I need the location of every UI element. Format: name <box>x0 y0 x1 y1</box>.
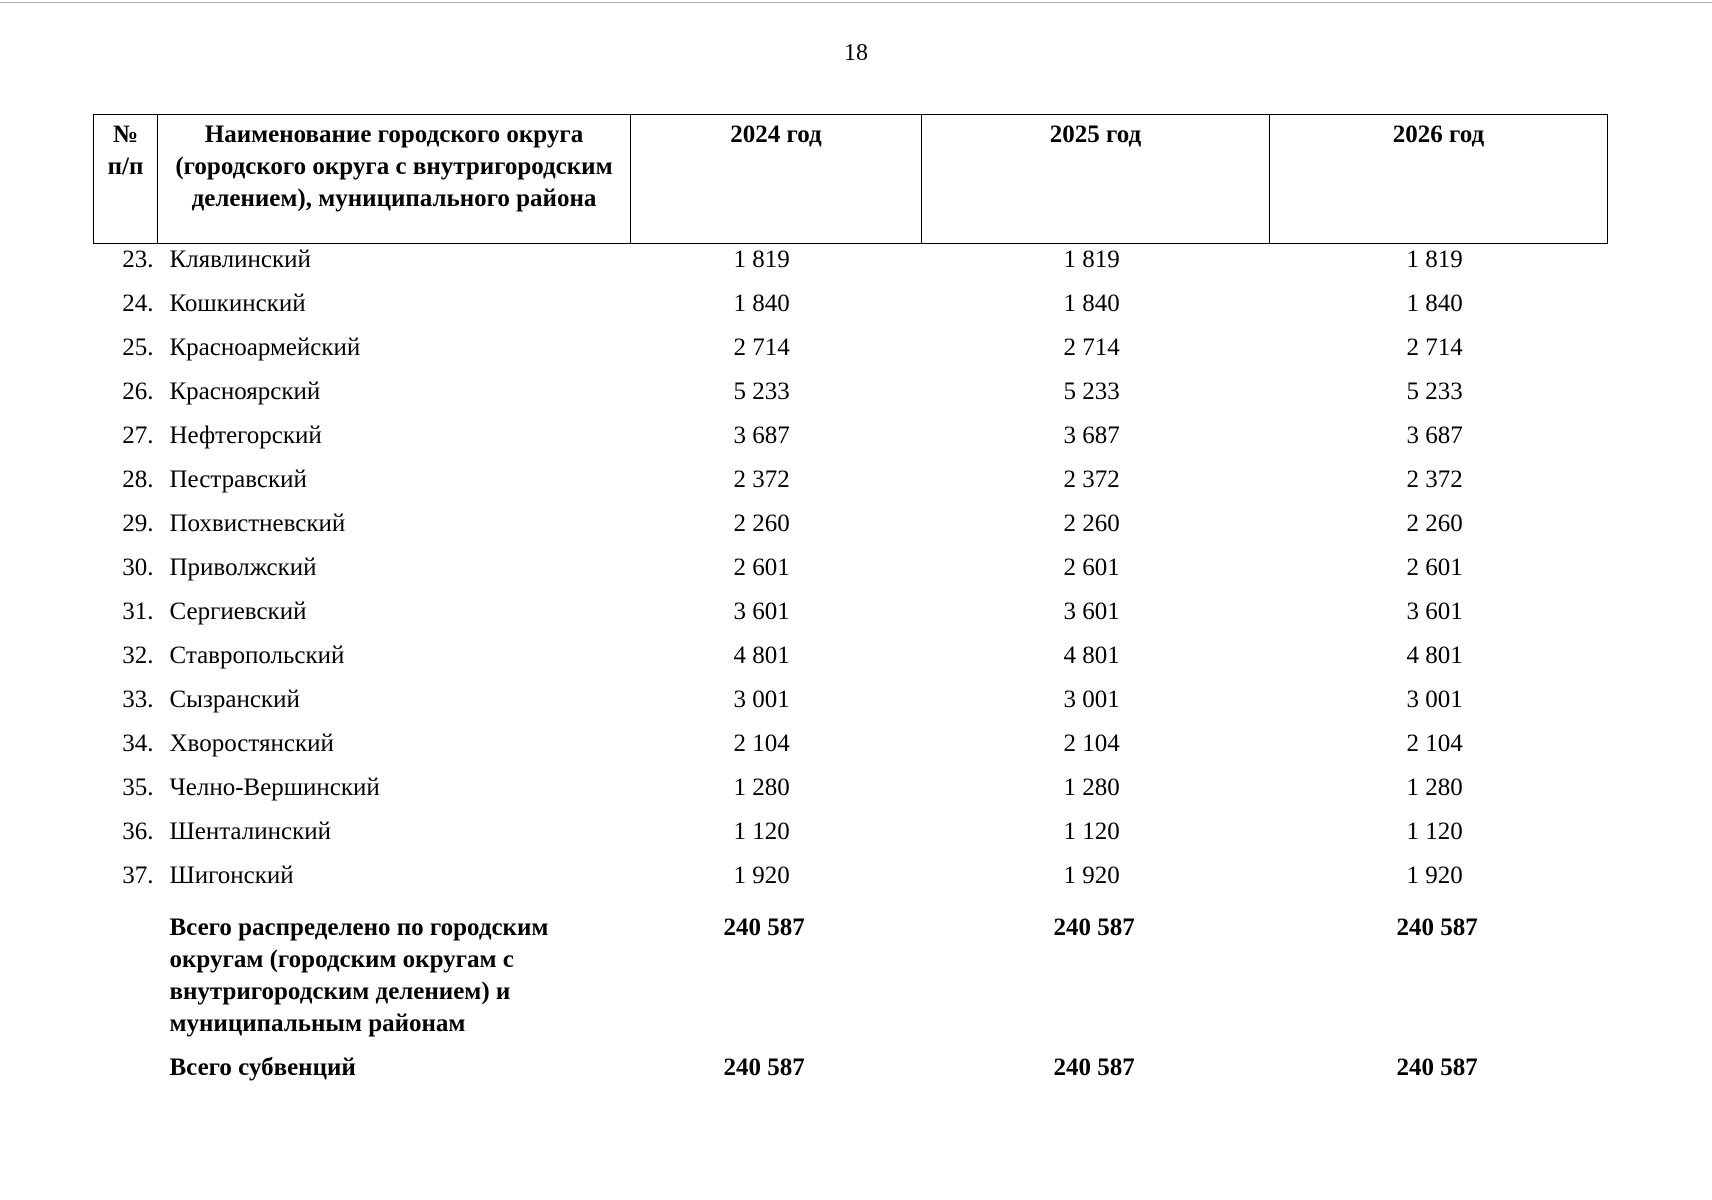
table-body <box>94 244 1608 1093</box>
row-value-2024: 1 120 <box>733 818 790 845</box>
table-row <box>94 376 1608 420</box>
row-value-2024: 3 001 <box>733 686 790 713</box>
row-number: 28. <box>122 466 154 493</box>
row-number: 30. <box>122 554 154 581</box>
row-value-2025: 4 801 <box>1063 642 1120 669</box>
row-value-2026: 3 601 <box>1406 598 1463 625</box>
table-row <box>94 244 1608 289</box>
row-name: Нефтегорский <box>169 422 322 449</box>
row-name: Сызранский <box>169 686 300 713</box>
row-name: Красноярский <box>169 378 321 405</box>
table-row <box>94 552 1608 596</box>
header-name: Наименование городского округа (городского округа с внутригородским делением), муниципального района <box>158 115 631 244</box>
row-value-2026: 5 233 <box>1406 378 1463 405</box>
row-value-2024: 4 801 <box>733 642 790 669</box>
row-name: Красноармейский <box>169 334 361 361</box>
row-value-2025: 2 714 <box>1063 334 1120 361</box>
row-number: 26. <box>122 378 154 405</box>
row-number: 34. <box>122 730 154 757</box>
row-name: Кошкинский <box>169 290 306 317</box>
table-row <box>94 464 1608 508</box>
row-value-2026: 3 687 <box>1406 422 1463 449</box>
row-value-2024: 2 601 <box>733 554 790 581</box>
row-value-2024: 2 372 <box>733 466 790 493</box>
table-row <box>94 816 1608 860</box>
row-value-2024: 1 819 <box>733 246 790 273</box>
row-value-2025: 2 372 <box>1063 466 1120 493</box>
row-number: 25. <box>122 334 154 361</box>
row-number: 37. <box>122 862 154 889</box>
total-distributed-2024: 240 587 <box>723 914 805 941</box>
row-value-2024: 1 280 <box>733 774 790 801</box>
row-name: Шигонский <box>169 862 294 889</box>
subsidy-table <box>93 114 1608 1092</box>
row-number: 24. <box>122 290 154 317</box>
table-row <box>94 332 1608 376</box>
row-value-2026: 2 104 <box>1406 730 1463 757</box>
row-value-2025: 1 280 <box>1063 774 1120 801</box>
table-row <box>94 640 1608 684</box>
row-value-2025: 3 001 <box>1063 686 1120 713</box>
row-number: 27. <box>122 422 154 449</box>
row-name: Приволжский <box>169 554 317 581</box>
row-value-2025: 1 840 <box>1063 290 1120 317</box>
row-value-2025: 3 687 <box>1063 422 1120 449</box>
row-number: 29. <box>122 510 154 537</box>
row-number: 35. <box>122 774 154 801</box>
total-subventions-2024: 240 587 <box>723 1054 805 1081</box>
row-value-2025: 2 104 <box>1063 730 1120 757</box>
row-value-2024: 1 840 <box>733 290 790 317</box>
total-subventions-row <box>94 1046 1608 1092</box>
empty-cell <box>94 1046 158 1092</box>
row-value-2025: 5 233 <box>1063 378 1120 405</box>
row-value-2024: 3 601 <box>733 598 790 625</box>
row-value-2026: 1 280 <box>1406 774 1463 801</box>
row-name: Челно-Вершинский <box>169 774 380 801</box>
header-year-2025: 2025 год <box>922 115 1270 244</box>
table-row <box>94 860 1608 904</box>
row-value-2024: 2 260 <box>733 510 790 537</box>
row-value-2024: 2 714 <box>733 334 790 361</box>
row-value-2025: 1 120 <box>1063 818 1120 845</box>
row-name: Похвистневский <box>169 510 346 537</box>
row-value-2025: 2 260 <box>1063 510 1120 537</box>
row-name: Клявлинский <box>169 246 311 273</box>
total-distributed-2025: 240 587 <box>1053 914 1135 941</box>
row-value-2025: 3 601 <box>1063 598 1120 625</box>
row-value-2026: 1 920 <box>1406 862 1463 889</box>
total-distributed-2026: 240 587 <box>1396 914 1478 941</box>
row-value-2026: 2 372 <box>1406 466 1463 493</box>
row-number: 32. <box>122 642 154 669</box>
total-distributed-row <box>94 904 1608 1046</box>
total-subventions-label: Всего субвенций <box>169 1054 356 1081</box>
table-header <box>94 115 1608 244</box>
row-name: Сергиевский <box>169 598 307 625</box>
row-number: 31. <box>122 598 154 625</box>
row-value-2024: 5 233 <box>733 378 790 405</box>
row-value-2026: 1 120 <box>1406 818 1463 845</box>
row-value-2026: 1 819 <box>1406 246 1463 273</box>
row-name: Ставропольский <box>169 642 345 669</box>
row-value-2024: 3 687 <box>733 422 790 449</box>
scan-top-edge <box>0 2 1712 3</box>
empty-cell <box>94 904 158 1046</box>
table-row <box>94 596 1608 640</box>
row-name: Пестравский <box>169 466 307 493</box>
row-value-2026: 2 601 <box>1406 554 1463 581</box>
row-value-2025: 2 601 <box>1063 554 1120 581</box>
row-value-2025: 1 819 <box>1063 246 1120 273</box>
row-value-2026: 1 840 <box>1406 290 1463 317</box>
row-number: 36. <box>122 818 154 845</box>
row-name: Шенталинский <box>169 818 331 845</box>
header-num: № п/п <box>94 115 158 244</box>
row-value-2026: 4 801 <box>1406 642 1463 669</box>
table-row <box>94 288 1608 332</box>
row-name: Хворостянский <box>169 730 334 757</box>
table-row <box>94 728 1608 772</box>
row-value-2025: 1 920 <box>1063 862 1120 889</box>
table-row <box>94 684 1608 728</box>
row-number: 33. <box>122 686 154 713</box>
row-number: 23. <box>122 246 154 273</box>
table-row <box>94 420 1608 464</box>
total-subventions-2026: 240 587 <box>1396 1054 1478 1081</box>
row-value-2024: 1 920 <box>733 862 790 889</box>
total-distributed-label: Всего распределено по городским округам (городским округам с внутригородским делением) и муниципальным районам <box>169 914 549 1037</box>
page-number: 18 <box>844 40 868 66</box>
row-value-2024: 2 104 <box>733 730 790 757</box>
header-year-2026: 2026 год <box>1270 115 1608 244</box>
total-subventions-2025: 240 587 <box>1053 1054 1135 1081</box>
table-row <box>94 508 1608 552</box>
row-value-2026: 3 001 <box>1406 686 1463 713</box>
row-value-2026: 2 260 <box>1406 510 1463 537</box>
table-row <box>94 772 1608 816</box>
row-value-2026: 2 714 <box>1406 334 1463 361</box>
header-year-2024: 2024 год <box>631 115 922 244</box>
